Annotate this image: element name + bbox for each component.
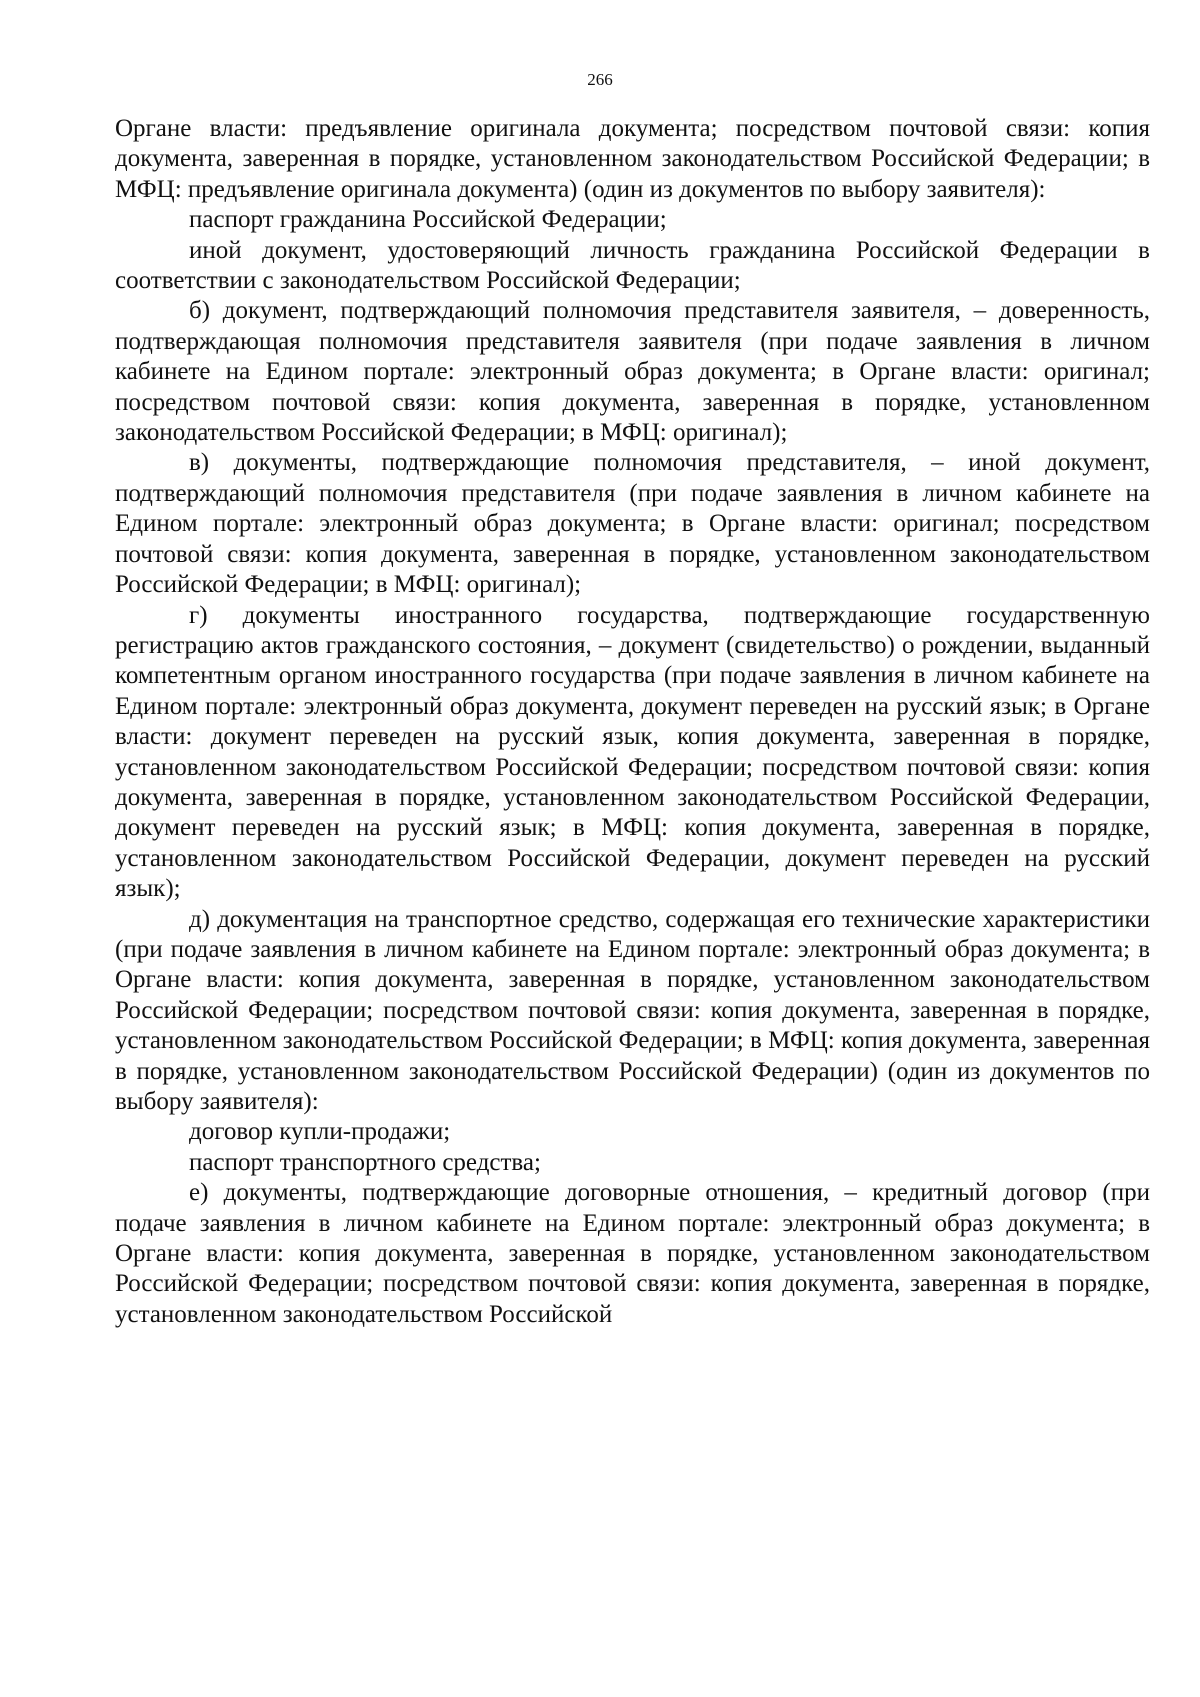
list-item-other-id: иной документ, удостоверяющий личность гражданина Российской Федерации в соответствии с законодательством Российской Федерации; bbox=[115, 236, 1150, 295]
paragraph-g-foreign-documents: г) документы иностранного государства, подтверждающие государственную регистрацию актов гражданского состояния, – документ (свидетельство) о рождении, выданный компетентным органом иностранного государства (при подаче заявления в личном кабинете на Едином портале: электронный образ документа, документ переведен на русский язык; в Органе власти: документ переведен на русский язык, копия документа, заверенная в порядке, установленном законодательством Российской Федерации; посредством почтовой связи: копия документа, заверенная в порядке, установленном законодательством Российской Федерации, документ переведен на русский язык; в МФЦ: копия документа, заверенная в порядке, установленном законодательством Российской Федерации, документ переведен на русский язык); bbox=[115, 601, 1150, 903]
page-number: 266 bbox=[587, 70, 613, 89]
paragraph-b-power-of-attorney: б) документ, подтверждающий полномочия представителя заявителя, – доверенность, подтверждающая полномочия представителя заявителя (при подаче заявления в личном кабинете на Едином портале: электронный образ документа; в Органе власти: оригинал; посредством почтовой связи: копия документа, заверенная в порядке, установленном законодательством Российской Федерации; в МФЦ: оригинал); bbox=[115, 297, 1150, 447]
paragraph-e-contract-documents: е) документы, подтверждающие договорные отношения, – кредитный договор (при подаче заявления в личном кабинете на Едином портале: электронный образ документа; в Органе власти: копия документа, заверенная в порядке, установленном законодательством Российской Федерации; посредством почтовой связи: копия документа, заверенная в порядке, установленном законодательством Российской bbox=[115, 1179, 1150, 1328]
document-body bbox=[115, 114, 1150, 1330]
list-item-vehicle-passport: паспорт транспортного средства; bbox=[189, 1148, 541, 1176]
list-item-passport: паспорт гражданина Российской Федерации; bbox=[189, 206, 667, 234]
paragraph-continuation: Органе власти: предъявление оригинала документа; посредством почтовой связи: копия документа, заверенная в порядке, установленном законодательством Российской Федерации; в МФЦ: предъявление оригинала документа) (один из документов по выбору заявителя): bbox=[115, 115, 1150, 203]
paragraph-v-representative-documents: в) документы, подтверждающие полномочия представителя, – иной документ, подтверждающий полномочия представителя (при подаче заявления в личном кабинете на Едином портале: электронный образ документа; в Органе власти: оригинал; посредством почтовой связи: копия документа, заверенная в порядке, установленном законодательством Российской Федерации; в МФЦ: оригинал); bbox=[115, 449, 1150, 599]
paragraph-d-vehicle-documentation: д) документация на транспортное средство, содержащая его технические характеристики (при подаче заявления в личном кабинете на Едином портале: электронный образ документа; в Органе власти: копия документа, заверенная в порядке, установленном законодательством Российской Федерации; посредством почтовой связи: копия документа, заверенная в порядке, установленном законодательством Российской Федерации; в МФЦ: копия документа, заверенная в порядке, установленном законодательством Российской Федерации) (один из документов по выбору заявителя): bbox=[115, 905, 1150, 1115]
list-item-sales-contract: договор купли-продажи; bbox=[189, 1118, 451, 1146]
